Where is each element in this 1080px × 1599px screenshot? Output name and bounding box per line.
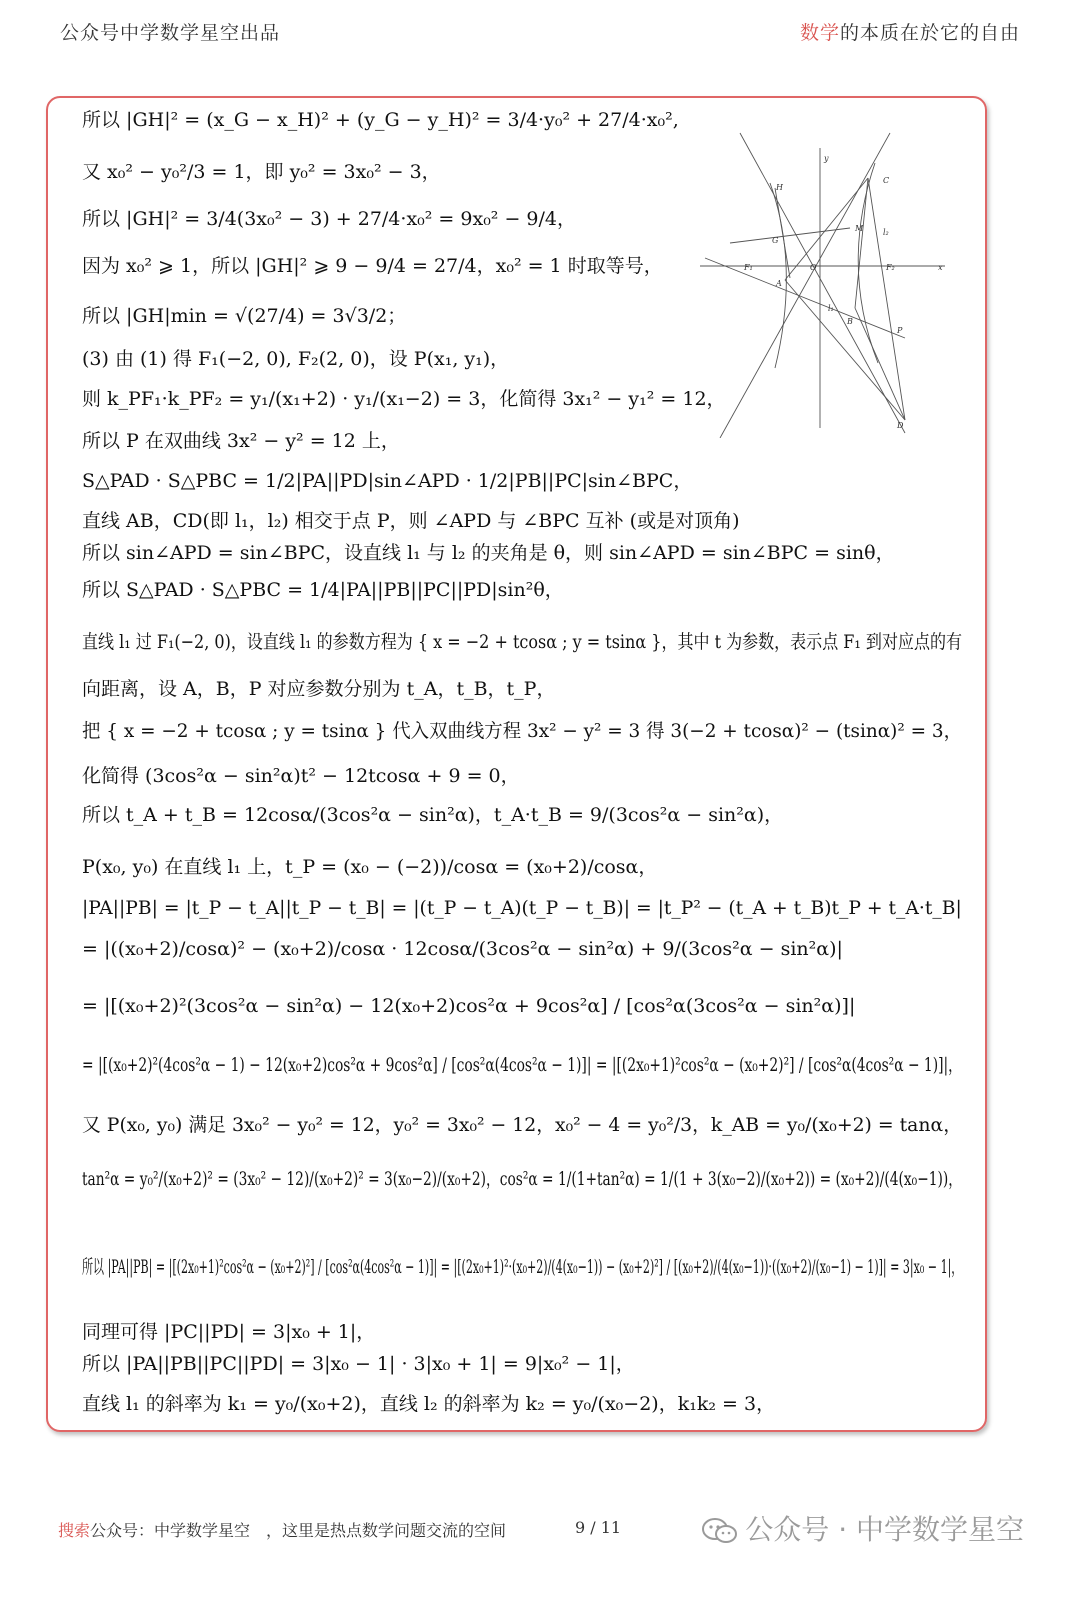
watermark-text: 公众号 · 中学数学星空 xyxy=(745,1513,1024,1546)
label-p: P xyxy=(897,326,903,335)
label-g: G xyxy=(772,236,779,245)
text-line: = |[(x₀+2)²(4cos²α − 1) − 12(x₀+2)cos²α + 9cos²α] / [cos²α(4cos²α − 1)]| = |[(2x₀+1)²cos²α − (x₀+2)²] / [cos²α(4cos²α − 1)]|， xyxy=(82,1054,962,1076)
header-right-motto xyxy=(800,18,1020,45)
text-line: 直线 l₁ 的斜率为 k₁ = y₀/(x₀+2)，直线 l₂ 的斜率为 k₂ = y₀/(x₀−2)，k₁k₂ = 3， xyxy=(82,1393,776,1415)
text-line: 所以 |PA||PB||PC||PD| = 3|x₀ − 1| · 3|x₀ + 1| = 9|x₀² − 1|， xyxy=(82,1353,635,1375)
text-line: tan²α = y₀²/(x₀+2)² = (3x₀² − 12)/(x₀+2)² = 3(x₀−2)/(x₀+2)，cos²α = 1/(1+tan²α) = 1/(1 + 3(x₀−2)/(x₀+2)) = (x₀+2)/(4(x₀−1))， xyxy=(82,1168,962,1190)
label-d: D xyxy=(897,421,904,430)
text-line: 又 P(x₀, y₀) 满足 3x₀² − y₀² = 12，y₀² = 3x₀² − 12，x₀² − 4 = y₀²/3，k_AB = y₀/(x₀+2) = tanα， xyxy=(82,1114,963,1136)
asymptote-line xyxy=(740,133,905,433)
text-line: S△PAD · S△PBC = 1/2|PA||PD|sin∠APD · 1/2|PB||PC|sin∠BPC， xyxy=(82,470,693,492)
segment-bc xyxy=(855,178,868,308)
label-m: M xyxy=(855,224,864,233)
text-line: 直线 l₁ 过 F₁(−2, 0)，设直线 l₁ 的参数方程为 { x = −2 + tcosα ; y = tsinα }，其中 t 为参数，表示点 F₁ 到对应点的有 xyxy=(82,631,963,653)
label-y: y xyxy=(824,154,829,163)
text-line: (3) 由 (1) 得 F₁(−2, 0), F₂(2, 0)，设 P(x₁, y₁)， xyxy=(82,348,510,370)
text-line: 把 { x = −2 + tcosα ; y = tsinα } 代入双曲线方程 3x² − y² = 3 得 3(−2 + tcosα)² − (tsinα)² = 3， xyxy=(82,720,963,742)
hyperbola-left-branch xyxy=(770,183,786,368)
wechat-icon xyxy=(701,1516,739,1546)
text-line: 所以 sin∠APD = sin∠BPC，设直线 l₁ 与 l₂ 的夹角是 θ，则 sin∠APD = sin∠BPC = sinθ， xyxy=(82,542,895,564)
label-c: C xyxy=(883,176,890,185)
text-line: 所以 t_A + t_B = 12cosα/(3cos²α − sin²α)，t_A·t_B = 9/(3cos²α − sin²α)， xyxy=(82,804,784,826)
hyperbola-right-branch xyxy=(858,163,878,363)
label-f1: F₁ xyxy=(744,263,753,272)
footer-search-note xyxy=(58,1518,506,1541)
text-line: 则 k_PF₁·k_PF₂ = y₁/(x₁+2) · y₁/(x₁−2) = 3，化简得 3x₁² − y₁² = 12， xyxy=(82,388,726,410)
segment-ha xyxy=(775,188,790,278)
text-line: 所以 |GH|min = √(27/4) = 3√3/2； xyxy=(82,305,407,327)
label-h: H xyxy=(776,183,783,192)
footer-search-rest: 公众号：中学数学星空 ，这里是热点数学问题交流的空间 xyxy=(90,1521,507,1540)
text-line: 所以 S△PAD · S△PBC = 1/4|PA||PB||PC||PD|sin²θ， xyxy=(82,579,564,601)
hyperbola-diagram xyxy=(700,128,950,438)
label-x: x xyxy=(938,263,943,272)
label-l2: l₂ xyxy=(883,228,889,237)
text-line: 所以 P 在双曲线 3x² − y² = 12 上， xyxy=(82,430,400,452)
line-l1 xyxy=(705,258,905,338)
footer-search-accent: 搜索 xyxy=(58,1521,91,1540)
text-line: 所以 |GH|² = 3/4(3x₀² − 3) + 27/4·x₀² = 9x₀² − 9/4， xyxy=(82,208,577,230)
segment-gm xyxy=(730,228,850,243)
asymptote-line xyxy=(720,133,890,438)
label-b: B xyxy=(847,317,853,326)
label-l1: l₁ xyxy=(828,304,834,313)
text-line: 因为 x₀² ⩾ 1，所以 |GH|² ⩾ 9 − 9/4 = 27/4，x₀² = 1 时取等号， xyxy=(82,255,663,277)
header-motto-rest: 的本质在於它的自由 xyxy=(839,22,1020,44)
text-line: = |((x₀+2)/cosα)² − (x₀+2)/cosα · 12cosα/(3cos²α − sin²α) + 9/(3cos²α − sin²α)| xyxy=(82,938,843,960)
header-left-title: 公众号中学数学星空出品 xyxy=(60,22,281,44)
header-motto-accent: 数学 xyxy=(799,22,840,44)
segment-bd xyxy=(855,308,905,420)
page-number: 9 / 11 xyxy=(575,1518,622,1537)
text-line: 化简得 (3cos²α − sin²α)t² − 12tcosα + 9 = 0， xyxy=(82,765,520,787)
text-line: 向距离，设 A，B，P 对应参数分别为 t_A，t_B，t_P， xyxy=(82,678,556,700)
text-line: 同理可得 |PC||PD| = 3|x₀ + 1|， xyxy=(82,1321,376,1343)
text-line: 所以 |GH|² = (x_G − x_H)² + (y_G − y_H)² = 3/4·y₀² + 27/4·x₀², xyxy=(82,109,679,131)
label-o: O xyxy=(810,263,817,272)
text-line: = |[(x₀+2)²(3cos²α − sin²α) − 12(x₀+2)cos²α + 9cos²α] / [cos²α(3cos²α − sin²α)]| xyxy=(82,995,856,1017)
text-line: |PA||PB| = |t_P − t_A||t_P − t_B| = |(t_P − t_A)(t_P − t_B)| = |t_P² − (t_A + t_B)t_P + t_A·t_B| xyxy=(82,897,962,919)
watermark xyxy=(701,1508,1024,1548)
label-a: A xyxy=(776,279,782,288)
text-line: 所以 |PA||PB| = |[(2x₀+1)²cos²α − (x₀+2)²] / [cos²α(4cos²α − 1)]| = |[(2x₀+1)²·(x₀+2)/(4(x₀−1)) − (x₀+2)²] / [(x₀+2)/(4(x₀−1))·((x₀+2)/(x₀−1) − 1)]| = 3|x₀ − 1|， xyxy=(82,1256,963,1278)
text-line: P(x₀, y₀) 在直线 l₁ 上，t_P = (x₀ − (−2))/cosα = (x₀+2)/cosα， xyxy=(82,856,658,878)
text-line: 又 x₀² − y₀²/3 = 1，即 y₀² = 3x₀² − 3， xyxy=(82,161,441,183)
text-line: 直线 AB，CD(即 l₁，l₂) 相交于点 P，则 ∠APD 与 ∠BPC 互补 (或是对顶角) xyxy=(82,510,740,532)
label-f2: F₂ xyxy=(886,263,895,272)
